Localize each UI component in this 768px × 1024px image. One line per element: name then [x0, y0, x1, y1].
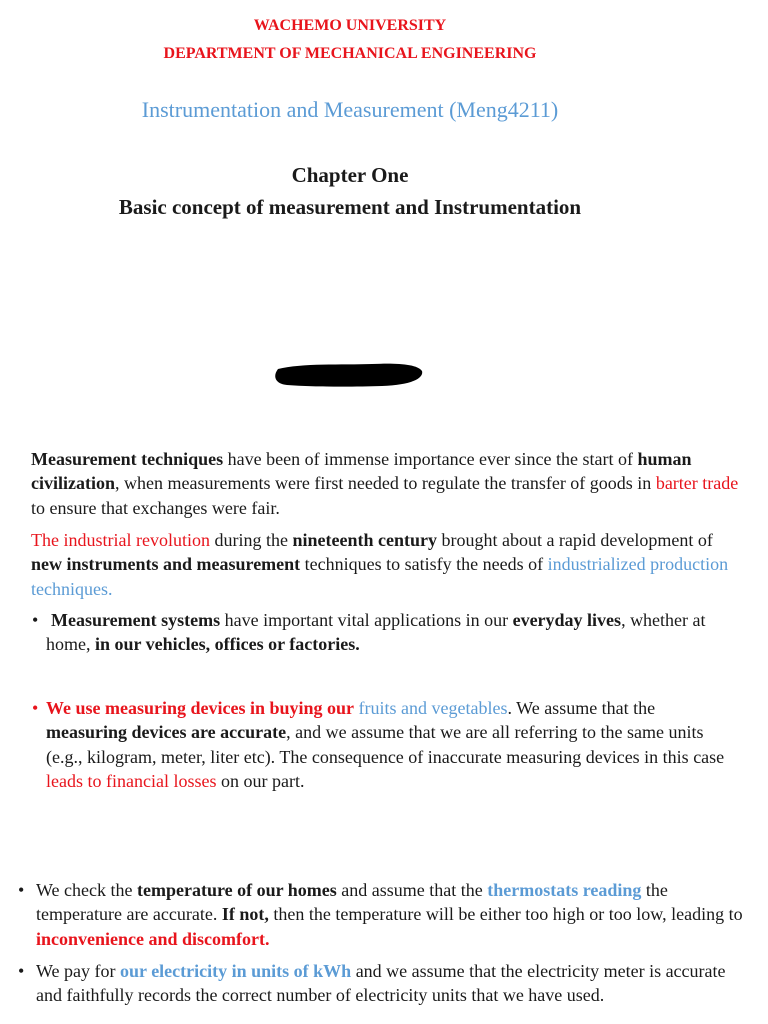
bullet-text: We pay for: [36, 961, 121, 981]
bullet-text: Measurement systems: [51, 610, 221, 630]
bullet-text: everyday lives: [512, 610, 622, 630]
bullet-text: , and we assume that we are all referring to the same units (e.g., kilogram, meter, liter etc). The consequence of inaccurate measuring devices in this case: [46, 722, 725, 767]
bullet-measuring-devices: [32, 696, 732, 793]
bullet-text: leads to financial losses: [46, 770, 217, 791]
bullet-text: We use measuring devices in buying our: [46, 698, 355, 718]
course-title: Instrumentation and Measurement (Meng4211): [141, 97, 559, 122]
department-name: DEPARTMENT OF MECHANICAL ENGINEERING: [163, 45, 537, 62]
bullet-temperature: [18, 878, 746, 951]
paragraph-text: during the: [209, 530, 293, 550]
bullet-text: our electricity in units of kWh: [120, 961, 352, 981]
bullet-text: temperature of our homes: [137, 880, 337, 900]
paragraph-text: , when measurements were first needed to regulate the transfer of goods in: [115, 473, 656, 494]
paragraph-text: human civilization: [31, 449, 692, 494]
bullet-text: , whether at home,: [46, 610, 706, 655]
bullet-text: and assume that the: [336, 880, 488, 900]
paragraph-text: have been of immense importance ever since the start of: [223, 449, 638, 469]
paragraph-text: nineteenth century: [292, 530, 437, 550]
bullet-marker: •: [18, 880, 25, 900]
bullet-text: measuring devices are accurate: [46, 722, 287, 743]
paragraph-industrial-revolution: [31, 528, 743, 601]
bullet-text: We check the: [36, 880, 137, 900]
paragraph-text: industrialized production techniques.: [31, 554, 729, 599]
redaction-mark: [272, 361, 424, 388]
paragraph-text: Measurement techniques: [31, 449, 224, 469]
bullet-electricity: [18, 959, 746, 1008]
bullet-measurement-systems: [32, 608, 732, 657]
bullet-text: the temperature are accurate.: [36, 880, 668, 925]
bullet-marker: •: [18, 961, 25, 981]
bullet-text: thermostats reading: [487, 880, 642, 900]
bullet-text: If not,: [221, 904, 269, 925]
paragraph-text: barter trade: [655, 473, 739, 494]
bullet-text: on our part.: [216, 770, 305, 791]
university-name: WACHEMO UNIVERSITY: [253, 17, 447, 34]
bullet-text: fruits and vegetables: [358, 698, 508, 718]
bullet-marker: •: [32, 610, 39, 630]
paragraph-text: techniques to satisfy the needs of: [300, 554, 548, 575]
bullet-text: in our vehicles, offices or factories.: [95, 634, 360, 655]
bullet-text: then the temperature will be either too high or too low, leading to: [268, 904, 743, 925]
bullet-marker: •: [32, 698, 39, 718]
paragraph-text: brought about a rapid development of: [436, 530, 713, 550]
bullet-text: inconvenience and discomfort.: [36, 928, 270, 949]
paragraph-measurement-techniques: [31, 447, 743, 520]
paragraph-text: new instruments and measurement: [31, 554, 301, 575]
bullet-text: have important vital applications in our: [220, 610, 513, 630]
chapter-heading: Chapter One: [291, 163, 409, 187]
bullet-text: . We assume that the: [507, 698, 656, 718]
paragraph-text: to ensure that exchanges were fair.: [31, 497, 280, 518]
paragraph-text: The industrial revolution: [31, 530, 210, 550]
chapter-title: Basic concept of measurement and Instrumentation: [118, 195, 582, 219]
bullet-text: and we assume that the electricity meter is accurate and faithfully records the correct number of electricity units that we have used.: [36, 961, 726, 1006]
